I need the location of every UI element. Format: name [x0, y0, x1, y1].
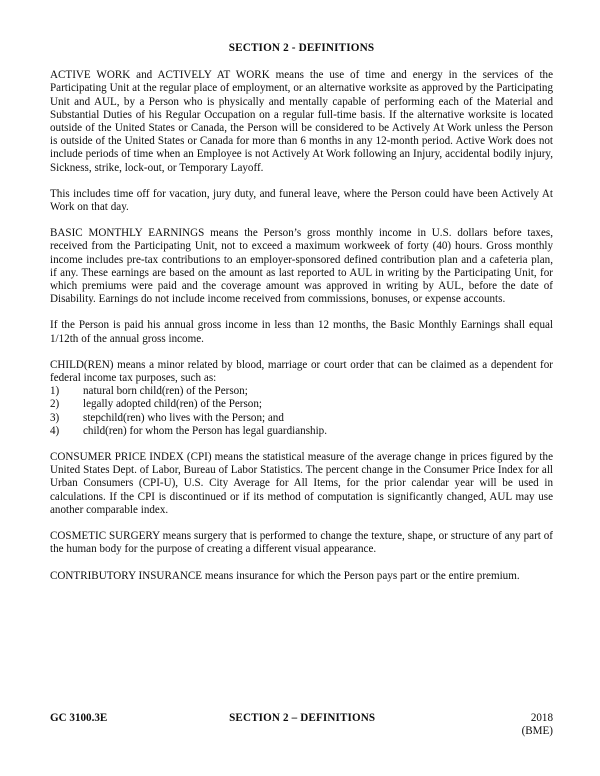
list-item-marker: 1)	[50, 385, 60, 398]
footer-year: 2018	[530, 712, 553, 724]
list-item	[50, 425, 553, 438]
page-title: SECTION 2 - DEFINITIONS	[228, 42, 375, 54]
paragraph-cosmetic-surgery: COSMETIC SURGERY means surgery that is performed to change the texture, shape, or structure of any part of the human body for the purpose of creating a different visual appearance.	[50, 530, 553, 556]
footer-year-block	[497, 712, 553, 738]
paragraph-active-work: ACTIVE WORK and ACTIVELY AT WORK means the use of time and energy in the services of the Participating Unit at the regular place of employment, or an alternative worksite as approved by the Participating Unit and AUL, by a Person who is physically and mentally capable of performing each of the Material and Substantial Duties of his Regular Occupation on a regular full-time basis. If the alternative worksite is located outside of the United States or Canada, the Person will be considered to be Actively At Work unless the Person is outside of the United States or Canada for more than 6 months in any 12-month period. Active Work does not include periods of time when an Employee is not Actively At Work following an Injury, accidental bodily injury, Sickness, strike, lock-out, or Temporary Layoff.	[50, 69, 553, 174]
paragraph-consumer-price-index: CONSUMER PRICE INDEX (CPI) means the statistical measure of the average change in prices figured by the United States Dept. of Labor, Bureau of Labor Statistics. The percent change in the Consumer Price Index for all Urban Consumers (CPI-U), U.S. City Average for All Items, for the prior calendar year will be used in calculations. If the CPI is discontinued or if its method of computation is significantly changed, AUL may use another comparable index.	[50, 451, 553, 516]
page-footer	[50, 712, 553, 738]
list-item-label: stepchild(ren) who lives with the Person; and	[83, 411, 284, 424]
children-list	[50, 385, 553, 438]
list-item-marker: 3)	[50, 411, 60, 424]
footer-section-title: SECTION 2 – DEFINITIONS	[229, 712, 376, 724]
footer-row	[50, 712, 553, 738]
list-item-marker: 2)	[50, 398, 60, 411]
list-item	[50, 398, 553, 411]
list-item-label: natural born child(ren) of the Person;	[83, 385, 248, 398]
paragraph-basic-monthly-earnings-note: If the Person is paid his annual gross income in less than 12 months, the Basic Monthly Earnings shall equal 1/12th of the annual gross income.	[50, 319, 553, 345]
list-item-label: child(ren) for whom the Person has legal guardianship.	[83, 424, 327, 437]
list-item-marker: 4)	[50, 424, 60, 437]
paragraph-contributory-insurance: CONTRIBUTORY INSURANCE means insurance for which the Person pays part or the entire premium.	[50, 569, 520, 582]
footer-form-number: GC 3100.3E	[50, 712, 108, 724]
paragraph-active-work-note: This includes time off for vacation, jury duty, and funeral leave, where the Person could have been Actively At Work on that day.	[50, 187, 553, 214]
list-item	[50, 412, 553, 425]
footer-code: (BME)	[521, 725, 553, 738]
paragraph-children-intro: CHILD(REN) means a minor related by blood, marriage or court order that can be claimed as a dependent for federal income tax purposes, such as:	[50, 358, 553, 385]
document-content	[50, 42, 553, 583]
list-item	[50, 385, 553, 398]
paragraph-basic-monthly-earnings: BASIC MONTHLY EARNINGS means the Person’s gross monthly income in U.S. dollars before taxes, received from the Participating Unit, not to exceed a maximum workweek of forty (40) hours. Gross monthly income includes pre-tax contributions to an employer-sponsored defined contribution plan and a cafeteria plan, if any. These earnings are based on the amount as last reported to AUL in writing by the Participating Unit, for which premiums were paid and the coverage amount was approved in writing by AUL, before the date of Disability. Earnings do not include income received from commissions, bonuses, or expense accounts.	[50, 227, 553, 306]
list-item-label: legally adopted child(ren) of the Person;	[83, 398, 262, 411]
